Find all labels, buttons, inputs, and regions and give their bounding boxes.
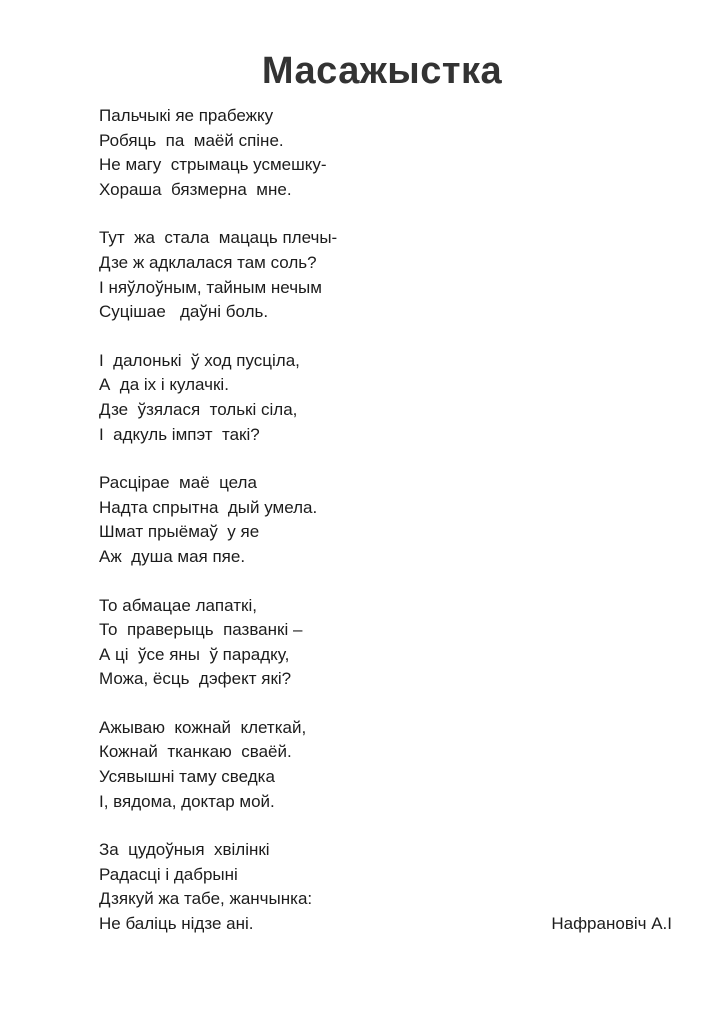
stanza: [99, 349, 519, 447]
author-signature: Нафрановіч А.І: [551, 914, 672, 933]
poem-line: Шмат прыёмаў у яе: [99, 522, 260, 542]
poem-line: Дзякуй жа табе, жанчынка:: [99, 889, 313, 909]
poem-line: Кожнай тканкаю сваёй.: [99, 742, 292, 762]
poem-line: Тут жа стала мацаць плечы-: [99, 228, 338, 248]
poem-line: І няўлоўным, тайным нечым: [99, 277, 322, 297]
poem-line: Хораша бязмерна мне.: [99, 179, 292, 199]
poem-line: Робяць па маёй спіне.: [99, 130, 284, 150]
poem-line: Надта спрытна дый умела.: [99, 497, 318, 517]
poem-line: За цудоўныя хвілінкі: [99, 840, 270, 860]
poem-body: [99, 104, 519, 937]
poem-line: І адкуль імпэт такі?: [99, 424, 260, 444]
poem-line: Можа, ёсць дэфект які?: [99, 669, 292, 689]
poem-line: Пальчыкі яе прабежку: [99, 106, 274, 125]
stanza: [99, 471, 519, 569]
stanza: [99, 838, 519, 936]
poem-line: А да іх і кулачкі.: [99, 375, 229, 395]
poem-line: А ці ўсе яны ў парадку,: [99, 644, 290, 664]
poem-line: Дзе ж адклалася там соль?: [99, 252, 317, 272]
stanza: [99, 716, 519, 814]
stanza: [99, 104, 519, 202]
poem-line: Радасці і дабрыні: [99, 864, 238, 884]
poem-line: Аж душа мая пяе.: [99, 546, 246, 566]
poem-line: То абмацае лапаткі,: [99, 595, 257, 615]
poem-line: Не баліць нідзе ані.: [99, 914, 254, 934]
stanza: [99, 226, 519, 324]
poem-line: І далонькі ў ход пусціла,: [99, 350, 300, 370]
poem-title: Масажыстка: [261, 50, 503, 92]
poem-line: Усявышні таму сведка: [99, 767, 275, 787]
poem-line: Дзе ўзялася толькі сіла,: [99, 399, 298, 419]
poem-line: Не магу стрымаць усмешку-: [99, 155, 327, 175]
poem-line: То праверыць пазванкі –: [99, 620, 303, 640]
poem-line: Суцішае даўні боль.: [99, 302, 269, 322]
poem-line: Ажываю кожнай клеткай,: [99, 717, 307, 737]
stanza: [99, 594, 519, 692]
poem-line: Расцірае маё цела: [99, 473, 257, 493]
poem-line: І, вядома, доктар мой.: [99, 791, 275, 811]
